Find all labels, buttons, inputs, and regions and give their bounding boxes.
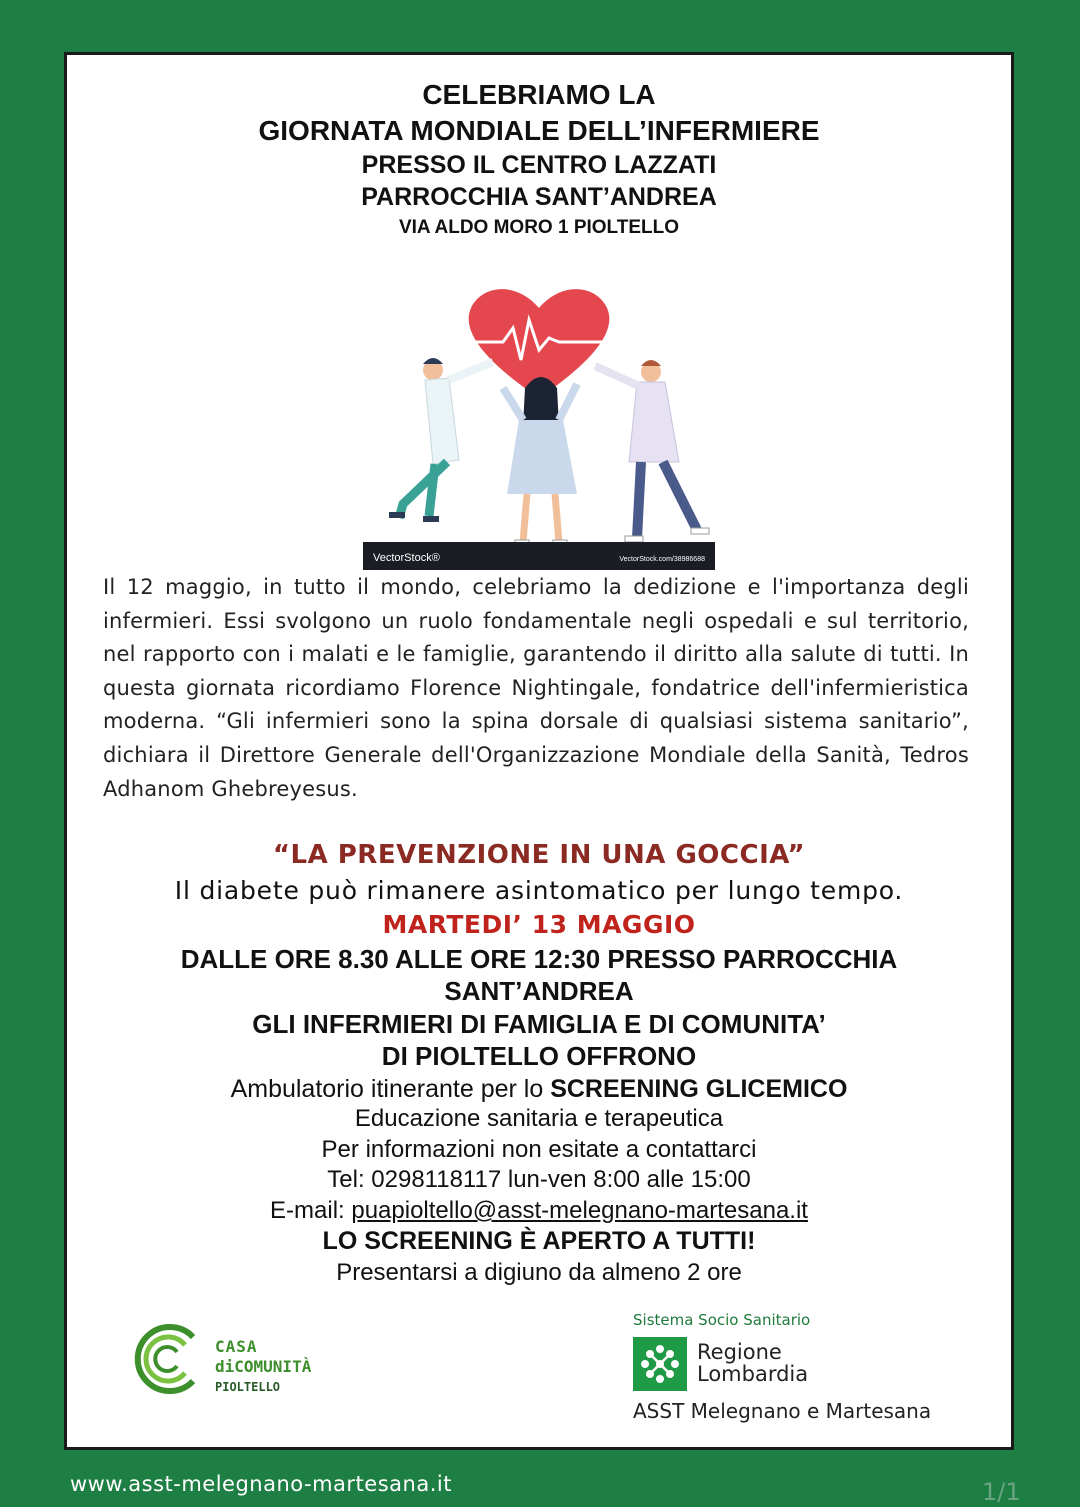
rl-name-line-2: Lombardia [697,1362,809,1386]
email-line [67,1197,1011,1225]
footer-url[interactable]: www.asst-melegnano-martesana.it [70,1472,452,1496]
address-line: VIA ALDO MORO 1 PIOLTELLO [398,217,680,238]
campaign-slogan: “LA PREVENZIONE IN UNA GOCCIA” [272,840,806,870]
title-line-2: GIORNATA MONDIALE DELL’INFERMIERE [258,115,820,146]
offer-line: DI PIOLTELLO OFFRONO [381,1041,697,1071]
open-to-all-line: LO SCREENING È APERTO A TUTTI! [322,1227,756,1255]
flyer-sheet [64,52,1014,1450]
screening-label: SCREENING GLICEMICO [550,1075,848,1103]
email-link[interactable]: puapioltello@asst-melegnano-martesana.it [351,1197,808,1224]
page-number: 1/1 [982,1478,1021,1506]
ambulatorio-prefix: Ambulatorio itinerante per lo [230,1075,551,1103]
fasting-line: Presentarsi a digiuno da almeno 2 ore [336,1259,742,1286]
rl-system-label: Sistema Socio Sanitario [633,1311,811,1329]
casa-line-3: PIOLTELLO [215,1380,281,1394]
regione-lombardia-logo [627,1307,987,1427]
title-line-1: CELEBRIAMO LA [422,79,656,110]
casa-line-1: CASA [215,1337,258,1356]
ambulatorio-line [67,1075,1011,1104]
intro-paragraph: Il 12 maggio, in tutto il mondo, celebriamo la dedizione e l'importanza degli infermieri. Essi svolgono un ruolo fondamentale negli ospedali e sul territorio, nel rapporto con i malati e le famiglie, garantendo il diritto alla salute di tutti. In questa giornata ricordiamo Florence Nightingale, fondatrice dell'infermieristica moderna. “Gli infermieri sono la spina dorsale di qualsiasi sistema sanitario”, dichiara il Direttore Generale dell'Organizzazione Mondiale della Sanità, Tedros Adhanom Ghebreyesus. [103,575,969,801]
nurses-heart-illustration [363,280,715,570]
phone-line: Tel: 0298118117 lun-ven 8:00 alle 15:00 [327,1166,751,1193]
education-line: Educazione sanitaria e terapeutica [354,1105,724,1132]
nurses-line: GLI INFERMIERI DI FAMIGLIA E DI COMUNITA’ [252,1009,826,1039]
parish-line: PARROCCHIA SANT’ANDREA [361,183,717,211]
watermark-right: VectorStock.com/38986688 [619,556,705,563]
event-date: MARTEDI’ 13 MAGGIO [382,910,696,939]
venue-line: PRESSO IL CENTRO LAZZATI [361,151,717,179]
info-line: Per informazioni non esitate a contattarci [321,1136,757,1163]
event-place-line: SANT’ANDREA [444,976,634,1006]
asst-name: ASST Melegnano e Martesana [633,1399,932,1423]
email-label: E-mail: [270,1197,352,1224]
casa-line-2: diCOMUNITÀ [215,1357,312,1376]
casa-c-icon [127,1319,207,1399]
watermark-left: VectorStock® [373,552,440,564]
rl-name-line-1: Regione [697,1340,782,1364]
diabetes-note: Il diabete può rimanere asintomatico per lungo tempo. [174,876,904,905]
event-time-line: DALLE ORE 8.30 ALLE ORE 12:30 PRESSO PARROCCHIA [180,944,898,974]
casa-di-comunita-logo [127,1315,367,1405]
rosa-camuna-icon [633,1337,687,1391]
